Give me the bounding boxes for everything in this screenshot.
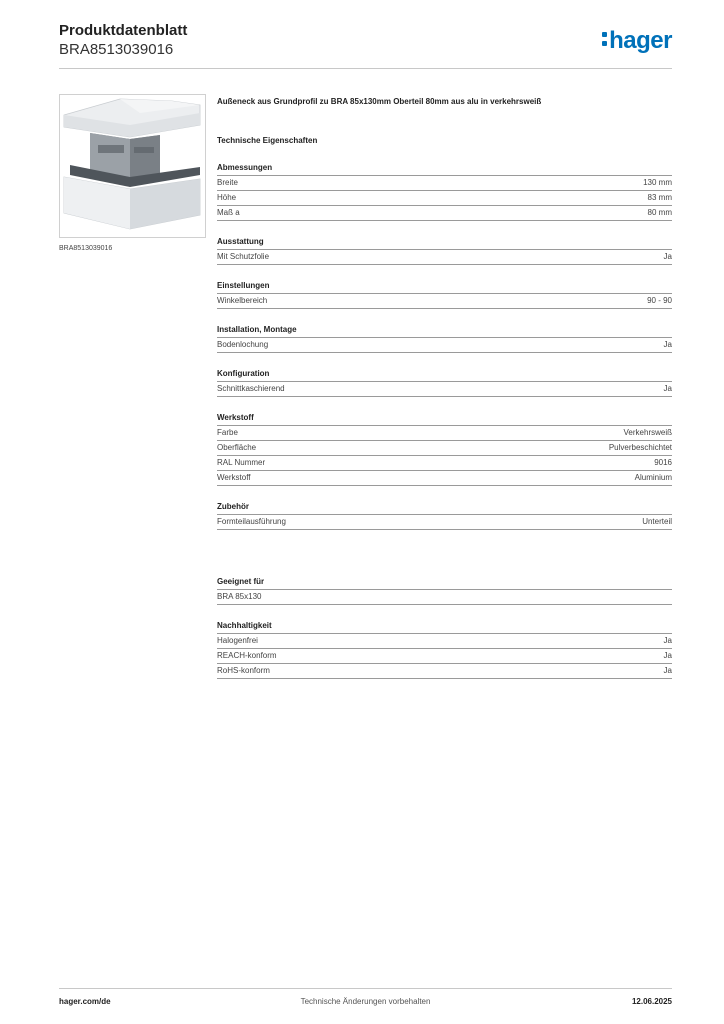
spec-value: Ja — [663, 666, 672, 675]
spec-value: Ja — [663, 636, 672, 645]
page-title: Produktdatenblatt — [59, 22, 188, 39]
section-ausstattung — [217, 236, 672, 265]
spec-key: REACH-konform — [217, 651, 277, 660]
spec-value: 90 - 90 — [647, 296, 672, 305]
footer-divider — [59, 988, 672, 989]
footer-website-link[interactable]: hager.com/de — [59, 997, 111, 1006]
section-nachhaltigkeit — [217, 620, 672, 679]
article-number: BRA8513039016 — [59, 41, 174, 58]
spec-row — [217, 649, 672, 664]
spec-row — [217, 456, 672, 471]
spec-key: Werkstoff — [217, 473, 251, 482]
spec-row — [217, 191, 672, 206]
section-konfiguration — [217, 368, 672, 397]
section-title: Werkstoff — [217, 412, 672, 426]
section-title: Konfiguration — [217, 368, 672, 382]
spec-key: RAL Nummer — [217, 458, 266, 467]
spec-row — [217, 471, 672, 486]
outer-corner-product-illustration — [60, 95, 205, 237]
spec-row — [217, 250, 672, 265]
spec-value: Ja — [663, 340, 672, 349]
spec-value: Verkehrsweiß — [623, 428, 672, 437]
section-werkstoff — [217, 412, 672, 486]
spec-key: Halogenfrei — [217, 636, 258, 645]
spec-value: Aluminium — [634, 473, 672, 482]
spec-key: Schnittkaschierend — [217, 384, 285, 393]
spec-row — [217, 338, 672, 353]
spec-value: Ja — [663, 384, 672, 393]
section-title: Nachhaltigkeit — [217, 620, 672, 634]
tech-properties-heading: Technische Eigenschaften — [217, 136, 318, 145]
spec-row — [217, 382, 672, 397]
footer-date: 12.06.2025 — [631, 997, 672, 1006]
hager-logo[interactable] — [602, 28, 672, 54]
spec-value: Unterteil — [642, 517, 672, 526]
spec-key: BRA 85x130 — [217, 592, 262, 601]
logo-text: hager — [609, 27, 672, 54]
section-title: Zubehör — [217, 501, 672, 515]
spec-value: 83 mm — [647, 193, 672, 202]
spec-row — [217, 206, 672, 221]
image-caption: BRA8513039016 — [59, 245, 113, 252]
section-title: Ausstattung — [217, 236, 672, 250]
product-description: Außeneck aus Grundprofil zu BRA 85x130mm Oberteil 80mm aus alu in verkehrsweiß — [217, 97, 542, 106]
spec-key: Maß a — [217, 208, 240, 217]
spec-content — [217, 96, 672, 679]
spec-key: Mit Schutzfolie — [217, 252, 270, 261]
spec-key: Oberfläche — [217, 443, 257, 452]
section-title: Geeignet für — [217, 576, 672, 590]
spec-value: 80 mm — [647, 208, 672, 217]
spec-value: Pulverbeschichtet — [608, 443, 672, 452]
page-footer — [59, 997, 672, 1009]
spec-row — [217, 294, 672, 309]
section-title: Einstellungen — [217, 280, 672, 294]
spec-row — [217, 176, 672, 191]
spec-row — [217, 515, 672, 530]
footer-notice: Technische Änderungen vorbehalten — [300, 997, 431, 1006]
spec-value: 9016 — [654, 458, 672, 467]
section-einstellungen — [217, 280, 672, 309]
spec-value: Ja — [663, 252, 672, 261]
spec-value: 130 mm — [643, 178, 672, 187]
header-divider — [59, 68, 672, 69]
spec-row — [217, 590, 672, 605]
section-geeignet-fuer — [217, 576, 672, 605]
page-header — [59, 22, 187, 59]
spec-row — [217, 426, 672, 441]
spec-key: Formteilausführung — [217, 517, 286, 526]
section-zubehoer — [217, 501, 672, 530]
section-abmessungen — [217, 162, 672, 221]
spec-value: Ja — [663, 651, 672, 660]
section-installation — [217, 324, 672, 353]
spec-key: Breite — [217, 178, 238, 187]
section-title: Installation, Montage — [217, 324, 672, 338]
spec-key: RoHS-konform — [217, 666, 270, 675]
spec-key: Winkelbereich — [217, 296, 268, 305]
spec-row — [217, 634, 672, 649]
spec-key: Bodenlochung — [217, 340, 269, 349]
logo-colon-icon — [602, 32, 607, 46]
spec-row — [217, 664, 672, 679]
spec-key: Höhe — [217, 193, 237, 202]
product-image — [59, 94, 206, 238]
section-title: Abmessungen — [217, 162, 672, 176]
spec-key: Farbe — [217, 428, 238, 437]
spec-row — [217, 441, 672, 456]
